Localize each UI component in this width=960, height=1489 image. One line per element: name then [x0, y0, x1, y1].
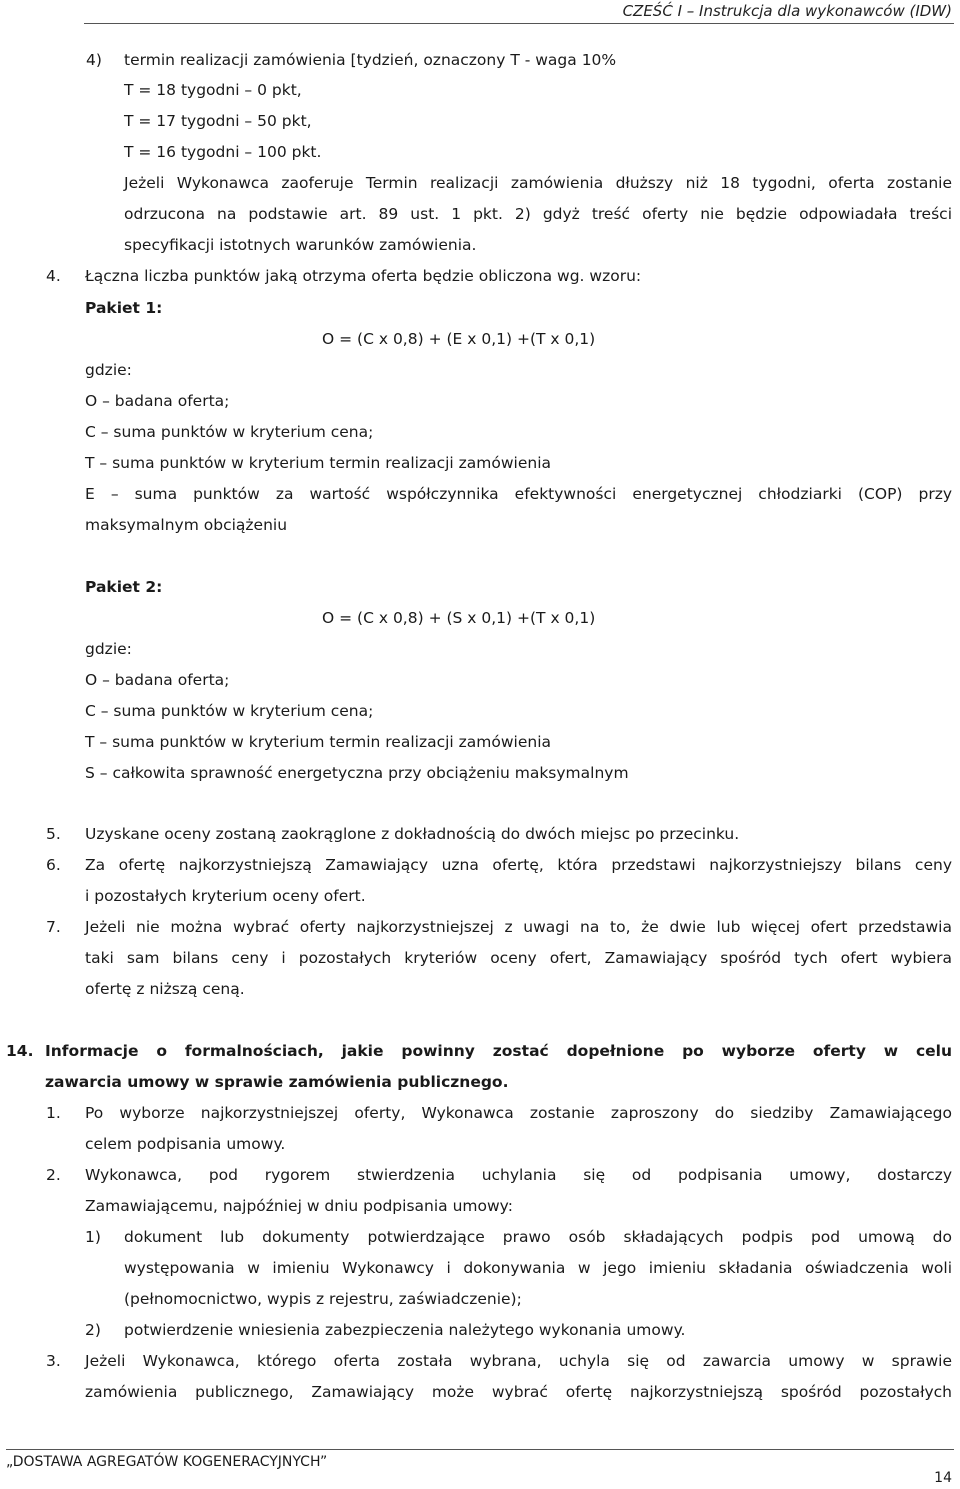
note-line: specyfikacji istotnych warunków zamówienia.	[124, 236, 477, 254]
score-line: T = 16 tygodni – 100 pkt.	[124, 143, 322, 161]
paragraph: celem podpisania umowy.	[85, 1135, 286, 1153]
paragraph: i pozostałych kryterium oceny ofert.	[85, 887, 366, 905]
formula: O = (C x 0,8) + (S x 0,1) +(T x 0,1)	[322, 609, 596, 627]
definition: C – suma punktów w kryterium cena;	[85, 423, 374, 441]
list-num: 2)	[85, 1321, 101, 1339]
definition: maksymalnym obciążeniu	[85, 516, 288, 534]
section-num: 14.	[6, 1042, 34, 1060]
note-line: Jeżeli Wykonawca zaoferuje Termin realizacji zamówienia dłuższy niż 18 tygodni, oferta zostanie	[124, 174, 952, 192]
section-heading: zawarcia umowy w sprawie zamówienia publicznego.	[45, 1073, 509, 1091]
paragraph: potwierdzenie wniesienia zabezpieczenia należytego wykonania umowy.	[124, 1321, 686, 1339]
note-line: odrzucona na podstawie art. 89 ust. 1 pkt. 2) gdyż treść oferty nie będzie odpowiadała treści	[124, 205, 952, 223]
paragraph: Wykonawca, pod rygorem stwierdzenia uchylania się od podpisania umowy, dostarczy	[85, 1166, 952, 1184]
list-num: 3.	[46, 1352, 61, 1370]
paragraph: Jeżeli nie można wybrać oferty najkorzystniejszej z uwagi na to, że dwie lub więcej ofert przedstawia	[85, 918, 952, 936]
definition: T – suma punktów w kryterium termin realizacji zamówienia	[85, 454, 551, 472]
section-heading: Informacje o formalnościach, jakie powinny zostać dopełnione po wyborze oferty w celu	[45, 1042, 952, 1060]
paragraph: Uzyskane oceny zostaną zaokrąglone z dokładnością do dwóch miejsc po przecinku.	[85, 825, 740, 843]
list-num: 4.	[46, 267, 61, 285]
list-num: 1)	[85, 1228, 101, 1246]
paragraph: Zamawiającemu, najpóźniej w dniu podpisania umowy:	[85, 1197, 513, 1215]
pakiet-title: Pakiet 1:	[85, 299, 163, 317]
definition: S – całkowita sprawność energetyczna przy obciążeniu maksymalnym	[85, 764, 629, 782]
paragraph: Po wyborze najkorzystniejszej oferty, Wykonawca zostanie zaproszony do siedziby Zamawiającego	[85, 1104, 952, 1122]
list-num: 7.	[46, 918, 61, 936]
paragraph: Za ofertę najkorzystniejszą Zamawiający uzna ofertę, która przedstawi najkorzystniejszy bilans ceny	[85, 856, 952, 874]
paragraph: Łączna liczba punktów jaką otrzyma oferta będzie obliczona wg. wzoru:	[85, 267, 642, 285]
list-num: 2.	[46, 1166, 61, 1184]
list-num: 1.	[46, 1104, 61, 1122]
definition: C – suma punktów w kryterium cena;	[85, 702, 374, 720]
footer-title: „DOSTAWA AGREGATÓW KOGENERACYJNYCH”	[6, 1454, 328, 1470]
definition: O – badana oferta;	[85, 392, 230, 410]
gdzie-label: gdzie:	[85, 361, 132, 379]
definition: O – badana oferta;	[85, 671, 230, 689]
list-num: 5.	[46, 825, 61, 843]
paragraph: dokument lub dokumenty potwierdzające prawo osób składających podpis pod umową do	[124, 1228, 952, 1246]
definition: T – suma punktów w kryterium termin realizacji zamówienia	[85, 733, 551, 751]
formula: O = (C x 0,8) + (E x 0,1) +(T x 0,1)	[322, 330, 596, 348]
list-num: 4)	[86, 51, 102, 69]
paragraph: ofertę z niższą ceną.	[85, 980, 245, 998]
criterion-text: termin realizacji zamówienia [tydzień, oznaczony T - waga 10%	[124, 51, 617, 69]
header-divider	[84, 23, 954, 24]
page-number: 14	[934, 1470, 952, 1486]
paragraph: zamówienia publicznego, Zamawiający może wybrać ofertę najkorzystniejszą spośród pozostałych	[85, 1383, 952, 1401]
paragraph: występowania w imieniu Wykonawcy i dokonywania w jego imieniu składania oświadczenia woli	[124, 1259, 952, 1277]
score-line: T = 18 tygodni – 0 pkt,	[124, 81, 302, 99]
paragraph: (pełnomocnictwo, wypis z rejestru, zaświadczenie);	[124, 1290, 522, 1308]
page-header-title: CZEŚĆ I – Instrukcja dla wykonawców (IDW)	[622, 2, 952, 20]
list-num: 6.	[46, 856, 61, 874]
pakiet-title: Pakiet 2:	[85, 578, 163, 596]
score-line: T = 17 tygodni – 50 pkt,	[124, 112, 312, 130]
footer-divider	[6, 1449, 954, 1450]
paragraph: taki sam bilans ceny i pozostałych kryteriów oceny ofert, Zamawiający spośród tych ofert wybiera	[85, 949, 952, 967]
definition: E – suma punktów za wartość współczynnika efektywności energetycznej chłodziarki (COP) przy	[85, 485, 952, 503]
gdzie-label: gdzie:	[85, 640, 132, 658]
paragraph: Jeżeli Wykonawca, którego oferta została wybrana, uchyla się od zawarcia umowy w sprawie	[85, 1352, 952, 1370]
